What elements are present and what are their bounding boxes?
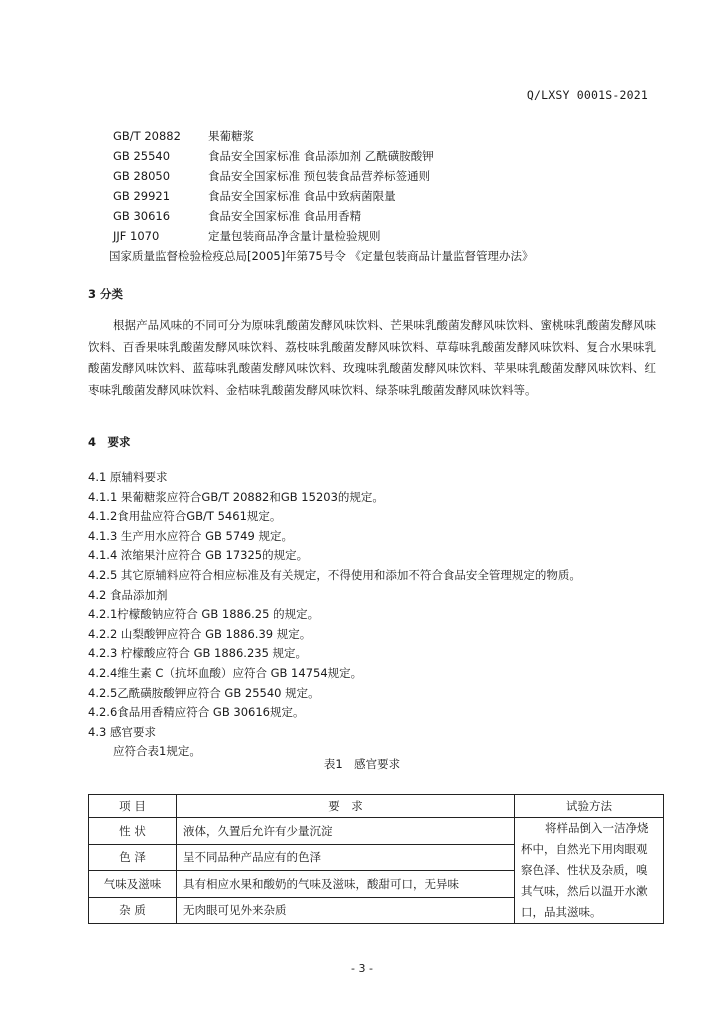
row-item: 性 状 xyxy=(89,818,177,845)
reference-code: GB/T 20882 xyxy=(113,129,181,143)
requirement-line: 4.2.2 山梨酸钾应符合 GB 1886.39 规定。 xyxy=(88,626,312,641)
reference-title: 食品安全国家标准 食品添加剂 乙酰磺胺酸钾 xyxy=(208,149,434,163)
requirement-line: 4.2.5 其它原辅料应符合相应标准及有关规定，不得使用和添加不符合食品安全管理规定的物质。 xyxy=(88,567,581,582)
requirement-line: 4.1.4 浓缩果汁应符合 GB 17325的规定。 xyxy=(88,548,309,563)
normative-references xyxy=(109,126,534,266)
reference-title: 食品安全国家标准 预包装食品营养标签通则 xyxy=(208,169,431,183)
requirement-line: 4.2.5乙酰磺胺酸钾应符合 GB 25540 规定。 xyxy=(88,685,320,700)
requirement-line: 4.2 食品添加剂 xyxy=(88,587,168,602)
reference-item xyxy=(113,126,534,146)
reference-title: 食品安全国家标准 食品用香精 xyxy=(208,209,362,223)
requirement-line: 4.2.6食品用香精应符合 GB 30616规定。 xyxy=(88,705,305,720)
header-test-method: 试验方法 xyxy=(515,795,664,818)
requirement-line: 4.2.3 柠檬酸应符合 GB 1886.235 规定。 xyxy=(88,646,308,661)
table-row xyxy=(89,818,664,845)
reference-code: GB 30616 xyxy=(113,209,171,223)
row-requirement: 无肉眼可见外来杂质 xyxy=(177,897,515,924)
requirement-line: 4.1.2食用盐应符合GB/T 5461规定。 xyxy=(88,509,282,524)
reference-code: GB 29921 xyxy=(113,189,171,203)
row-item: 气味及滋味 xyxy=(89,871,177,898)
header-requirement: 要 求 xyxy=(177,795,515,818)
row-item: 杂 质 xyxy=(89,897,177,924)
reference-code: JJF 1070 xyxy=(113,229,160,243)
reference-item xyxy=(113,206,534,226)
table-caption: 表1 感官要求 xyxy=(323,757,401,771)
reference-item xyxy=(113,146,534,166)
page-number: - 3 - xyxy=(351,962,373,975)
document-code: Q/LXSY 0001S-2021 xyxy=(526,88,648,102)
requirement-line: 4.3 感官要求 xyxy=(88,724,156,739)
classification-paragraph: 根据产品风味的不同可分为原味乳酸菌发酵风味饮料、芒果味乳酸菌发酵风味饮料、蜜桃味乳酸菌发酵风味饮料、百香果味乳酸菌发酵风味饮料、荔枝味乳酸菌发酵风味饮料、草莓味乳酸菌发酵风味饮料、复合水果味乳酸菌发酵风味饮料、蓝莓味乳酸菌发酵风味饮料、玫瑰味乳酸菌发酵风味饮料、苹果味乳酸菌发酵风味饮料、红枣味乳酸菌发酵风味饮料、金桔味乳酸菌发酵风味饮料、绿茶味乳酸菌发酵风味饮料等。 xyxy=(88,318,656,397)
reference-title: 食品安全国家标准 食品中致病菌限量 xyxy=(208,189,396,203)
requirements-list xyxy=(88,468,581,762)
requirement-line: 4.1.1 果葡糖浆应符合GB/T 20882和GB 15203的规定。 xyxy=(88,489,384,504)
requirement-line: 4.2.4维生素 C（抗坏血酸）应符合 GB 14754规定。 xyxy=(88,665,363,680)
section-4-heading: 4 要求 xyxy=(88,435,131,449)
reference-title: 定量包装商品净含量计量检验规则 xyxy=(208,229,381,243)
reference-regulation-note: 国家质量监督检验检疫总局[2005]年第75号令 《定量包装商品计量监督管理办法》 xyxy=(109,249,534,263)
row-requirement: 呈不同品种产品应有的色泽 xyxy=(177,844,515,871)
header-item: 项 目 xyxy=(89,795,177,818)
requirement-line: 4.2.1柠檬酸钠应符合 GB 1886.25 的规定。 xyxy=(88,607,320,622)
requirement-line: 4.1 原辅料要求 xyxy=(88,470,168,484)
reference-item xyxy=(113,226,534,246)
reference-title: 果葡糖浆 xyxy=(208,129,254,143)
requirement-line: 4.1.3 生产用水应符合 GB 5749 规定。 xyxy=(88,528,293,543)
row-requirement: 液体，久置后允许有少量沉淀 xyxy=(177,818,515,845)
sensory-requirements-table xyxy=(88,794,664,924)
reference-item xyxy=(113,186,534,206)
reference-item xyxy=(113,166,534,186)
reference-code: GB 28050 xyxy=(113,169,171,183)
section-3-heading: 3 分类 xyxy=(88,287,124,301)
test-method-cell: 将样品倒入一洁净烧杯中，自然光下用肉眼观察色泽、性状及杂质，嗅其气味，然后以温开水漱口，品其滋味。 xyxy=(515,818,664,924)
requirement-line-indented: 应符合表1规定。 xyxy=(113,744,201,759)
row-requirement: 具有相应水果和酸奶的气味及滋味，酸甜可口，无异味 xyxy=(177,871,515,898)
reference-code: GB 25540 xyxy=(113,149,171,163)
table-header-row xyxy=(89,795,664,818)
row-item: 色 泽 xyxy=(89,844,177,871)
